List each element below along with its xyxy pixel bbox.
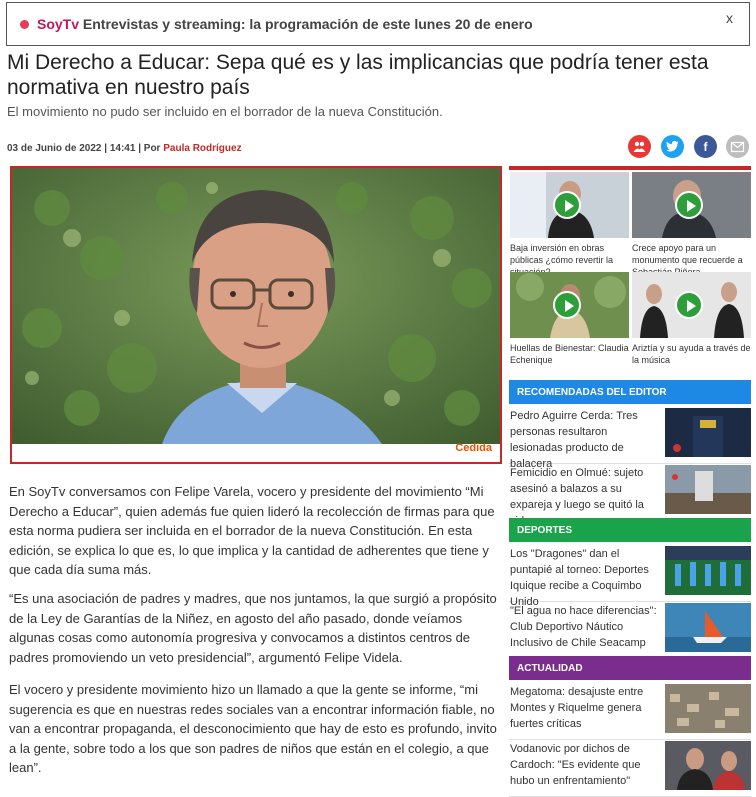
- article-hero-image: [10, 166, 502, 464]
- article-date: 03 de Junio de 2022 | 14:41 | Por: [7, 143, 164, 154]
- play-icon[interactable]: [553, 191, 581, 219]
- video-card[interactable]: [632, 272, 751, 366]
- video-caption[interactable]: Ariztía y su ayuda a través de la música: [632, 343, 751, 365]
- email-icon[interactable]: [726, 135, 749, 158]
- list-item-title[interactable]: Pedro Aguirre Cerda: Tres personas resultaron lesionadas producto de balacera: [510, 410, 638, 470]
- community-icon[interactable]: [628, 135, 651, 158]
- list-item-thumbnail[interactable]: [665, 603, 751, 652]
- article-paragraph: En SoyTv conversamos con Felipe Varela, vocero y presidente del movimiento “Mi Derecho a Educar”, quien además fue quien lideró la recolección de firmas para que esta norma pudiera ser incluida en el borrador de la nueva Constitución. En esta edición, se explica lo que es, lo que implica y la cantidad de adherentes que tiene y que cada día suma más.: [9, 484, 495, 577]
- portrait-photo: [12, 168, 500, 444]
- video-caption[interactable]: Baja inversión en obras públicas ¿cómo revertir la: [510, 243, 614, 265]
- image-credit: Cedida: [455, 442, 492, 454]
- video-thumbnail[interactable]: [510, 272, 629, 338]
- section-header-editor[interactable]: RECOMENDADAS DEL EDITOR: [509, 380, 751, 404]
- list-item-thumbnail[interactable]: [665, 741, 751, 790]
- list-item[interactable]: [509, 741, 751, 797]
- video-caption[interactable]: Crece apoyo para un monumento que recuerde a: [632, 243, 743, 265]
- article-paragraph: “Es una asociación de padres y madres, que nos juntamos, la que surgió a propósito de la Ley de Garantías de la Niñez, en agosto del año pasado, donde veíamos algunas cosas como autonomía progresiva y convocamos a distintos centros de padres promoviendo un veto presidencial”, argumentó Felipe Videla.: [9, 591, 497, 665]
- banner-headline: Entrevistas y streaming: la programación de este lunes 20 de enero: [82, 16, 533, 32]
- play-icon[interactable]: [553, 291, 581, 319]
- list-item[interactable]: [509, 684, 751, 740]
- list-item[interactable]: [509, 603, 751, 659]
- list-item-thumbnail[interactable]: [665, 546, 751, 595]
- list-item-title[interactable]: Femicidio en Olmué: sujeto asesinó a balazos a su expareja y luego se quitó la: [510, 467, 644, 511]
- video-thumbnail[interactable]: [510, 172, 629, 238]
- list-item-title[interactable]: Megatoma: desajuste entre Montes y Riquelme genera fuertes críticas: [510, 686, 644, 730]
- list-item[interactable]: [509, 546, 751, 608]
- list-item-thumbnail[interactable]: [665, 465, 751, 514]
- article-subtitle: El movimiento no pudo ser incluido en el borrador de la nueva Constitución.: [7, 104, 443, 119]
- video-card[interactable]: [510, 272, 629, 366]
- video-rail-topbar: [509, 166, 751, 170]
- article-paragraph: El vocero y presidente movimiento hizo un llamado a que la gente se informe, “mi sugerencia es que en nuestras redes sociales van a encontrar información fiable, no van a encontrar propaganda, el desconocimiento que hay de esto es profundo, invito a la gente, sobre todo a los que son padres de niños que están en el colegio, a que lean”.: [9, 682, 497, 775]
- soytv-banner[interactable]: [6, 2, 750, 46]
- banner-close-button[interactable]: x: [726, 10, 733, 26]
- twitter-icon[interactable]: [661, 135, 684, 158]
- video-card[interactable]: [632, 172, 751, 266]
- list-item-thumbnail[interactable]: [665, 684, 751, 733]
- video-thumbnail[interactable]: [632, 172, 751, 238]
- play-icon[interactable]: [675, 191, 703, 219]
- section-header-sports[interactable]: DEPORTES: [509, 518, 751, 542]
- video-caption[interactable]: Huellas de Bienestar: Claudia Echenique: [510, 343, 629, 365]
- list-item-title[interactable]: Los "Dragones" dan el puntapié al torneo: Deportes Iquique recibe a Coquimbo Unido: [510, 548, 649, 608]
- section-header-news[interactable]: ACTUALIDAD: [509, 656, 751, 680]
- video-thumbnail[interactable]: [632, 272, 751, 338]
- list-item-title[interactable]: Vodanovic por dichos de Cardoch: "Es evidente que hubo un enfrentamiento": [510, 743, 641, 787]
- play-icon[interactable]: [675, 291, 703, 319]
- video-card[interactable]: [510, 172, 629, 266]
- banner-brand: SoyTv: [37, 16, 80, 32]
- article-meta: [7, 143, 242, 154]
- live-dot-icon: [20, 20, 29, 29]
- list-item[interactable]: [509, 408, 751, 470]
- list-item[interactable]: [509, 465, 751, 521]
- list-item-thumbnail[interactable]: [665, 408, 751, 457]
- list-item-title[interactable]: "El agua no hace diferencias": Club Deportivo Náutico Inclusivo de Chile Seacamp: [510, 605, 657, 649]
- facebook-icon[interactable]: f: [694, 135, 717, 158]
- article-title: Mi Derecho a Educar: Sepa qué es y las implicancias que podría tener esta normativa en nuestro país: [7, 51, 709, 99]
- banner-text[interactable]: [37, 16, 533, 32]
- article-author-link[interactable]: Paula Rodríguez: [163, 143, 242, 154]
